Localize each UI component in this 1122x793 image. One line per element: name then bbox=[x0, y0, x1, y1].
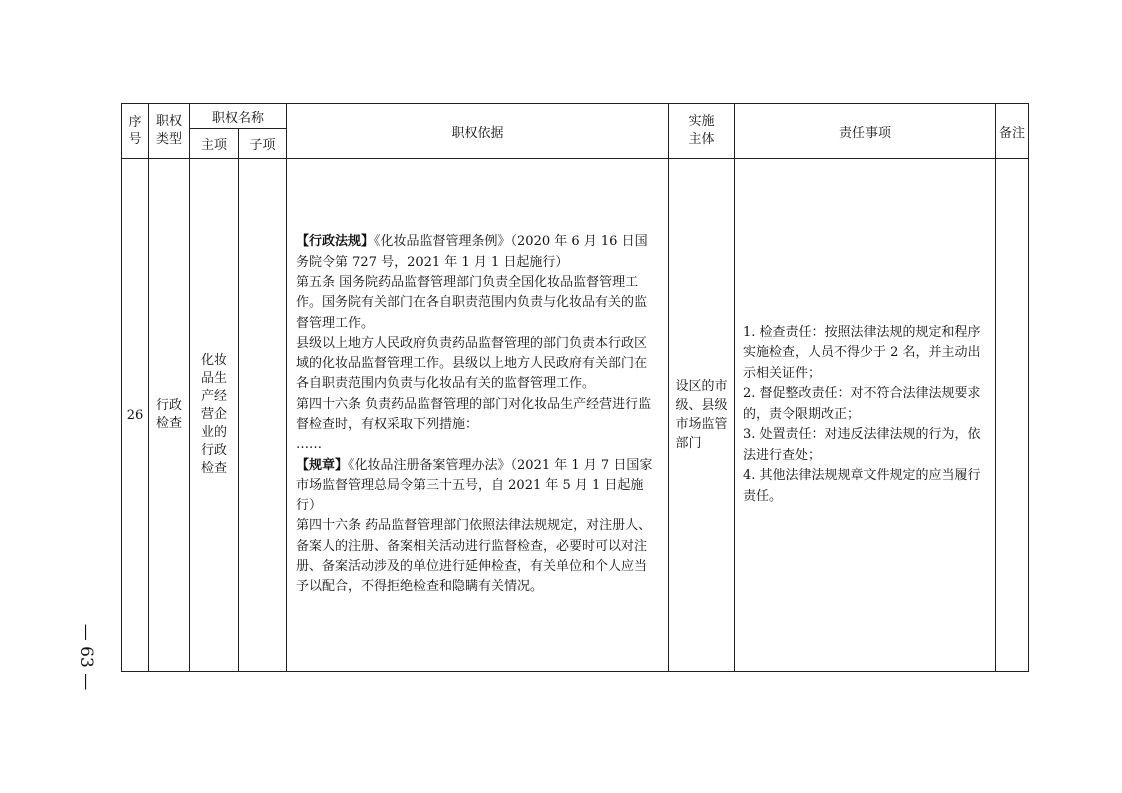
regulation-2: 【规章】《化妆品注册备案管理办法》（2021 年 1 月 7 日国家市场监督管理总局令第三十五号，自 2021 年 5 月 1 日起施行） bbox=[296, 457, 653, 514]
cell-type: 行政检查 bbox=[149, 159, 190, 672]
header-main-item: 主项 bbox=[190, 129, 239, 159]
regulation-1-line: 县级以上地方人民政府负责药品监督管理的部门负责本行政区域的化妆品监督管理工作。县级以上地方人民政府有关部门在各自职责范围内负责与化妆品有关的监督管理工作。 bbox=[296, 335, 648, 392]
cell-subject: 设区的市级、县级市场监管部门 bbox=[669, 159, 735, 672]
regulation-1-line: 第四十六条 负责药品监督管理的部门对化妆品生产经营进行监督检查时，有权采取下列措施： bbox=[296, 396, 652, 432]
header-remark: 备注 bbox=[996, 104, 1029, 159]
cell-basis bbox=[287, 159, 669, 672]
header-basis: 职权依据 bbox=[287, 104, 669, 159]
duty-item: 3. 处置责任：对违反法律法规的行为，依法进行查处； bbox=[743, 427, 981, 463]
regulation-1-line: …… bbox=[296, 437, 323, 453]
duty-item: 1. 检查责任：按照法律法规的规定和程序实施检查，人员不得少于 2 名，并主动出示相关证件； bbox=[743, 324, 981, 381]
authority-table bbox=[121, 103, 1029, 672]
table-row bbox=[122, 159, 1029, 672]
header-subject: 实施主体 bbox=[669, 104, 735, 159]
cell-duty bbox=[735, 159, 996, 672]
regulation-1: 【行政法规】《化妆品监督管理条例》（2020 年 6 月 16 日国务院令第 727 号，2021 年 1 月 1 日起施行） bbox=[296, 234, 648, 270]
page-number: — 63 — bbox=[76, 623, 97, 691]
header-duty: 责任事项 bbox=[735, 104, 996, 159]
header-row-1 bbox=[122, 104, 1029, 129]
regulation-1-line: 第五条 国务院药品监督管理部门负责全国化妆品监督管理工作。国务院有关部门在各自职责范围内负责与化妆品有关的监督管理工作。 bbox=[296, 274, 648, 331]
cell-main-item: 化妆品生产经营企业的行政检查 bbox=[190, 159, 239, 672]
cell-seq: 26 bbox=[122, 159, 149, 672]
duty-item: 4. 其他法律法规规章文件规定的应当履行责任。 bbox=[743, 468, 981, 504]
cell-remark bbox=[996, 159, 1029, 672]
header-sub-item: 子项 bbox=[239, 129, 287, 159]
duty-item: 2. 督促整改责任：对不符合法律法规要求的，责令限期改正； bbox=[743, 386, 981, 422]
regulation-2-line: 第四十六条 药品监督管理部门依照法律法规规定，对注册人、备案人的注册、备案相关活动进行监督检查，必要时可以对注册、备案活动涉及的单位进行延伸检查，有关单位和个人应当予以配合，不得拒绝检查和隐瞒有关情况。 bbox=[296, 518, 652, 595]
header-name-group: 职权名称 bbox=[190, 104, 287, 129]
cell-sub-item bbox=[239, 159, 287, 672]
header-seq: 序号 bbox=[122, 104, 149, 159]
header-type: 职权类型 bbox=[149, 104, 190, 159]
